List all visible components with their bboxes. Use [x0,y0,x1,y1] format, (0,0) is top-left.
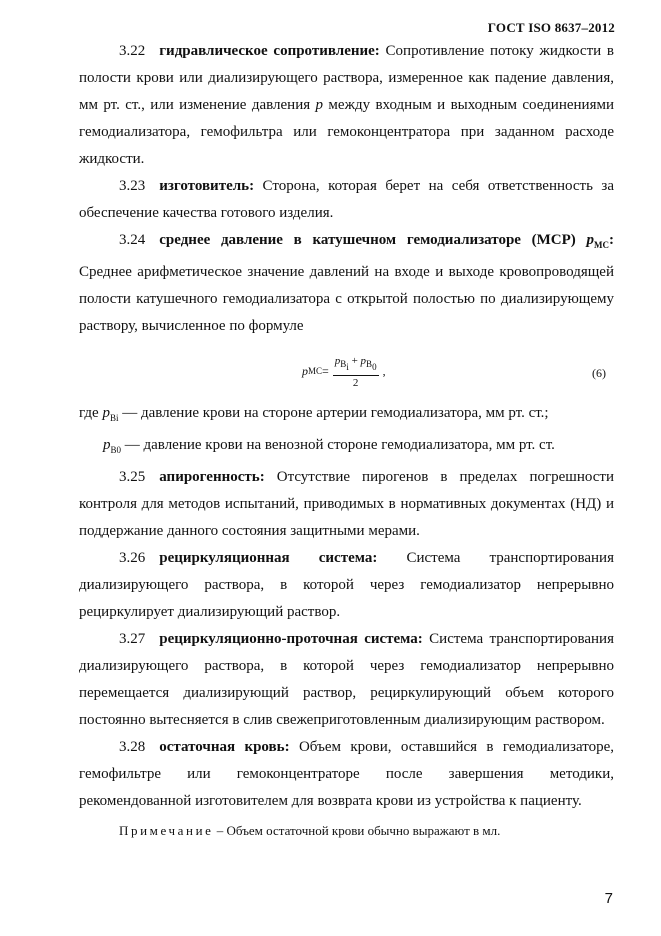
clause-number: 3.28 [119,739,146,755]
term-variable: p [586,232,594,248]
where-variable-sub: B0 [110,445,122,455]
where-variable: p [103,437,111,453]
formula-tail: , [382,364,386,379]
numerator-term-b-sub: B [366,359,373,370]
clause-number: 3.25 [119,469,146,485]
document-body [79,38,614,841]
definition-text: Сопротивление потоку жидкости в полости крови или диализирующего раствора, измеренное как падение давления, мм рт. ст., или изменение давления [79,43,614,113]
numerator-term-a-subsub: i [346,361,349,372]
numerator-term-b-subsub: 0 [372,361,377,372]
definition-3-27 [79,626,614,734]
definition-text: Объем крови, оставшийся в гемодиализаторе, гемофильтре или гемоконцентраторе после завершения методики, рекомендованной изготовителем для возврата крови из устройства к пациенту. [79,739,614,809]
definition-text: Система транспортирования диализирующего раствора, в которой через гемодиализатор непрерывно рециркулирует диализирующий раствор. [79,550,614,620]
note [79,821,614,841]
formula-expression [302,354,386,390]
where-line-1 [79,400,614,432]
numerator-term-b: p [360,355,367,367]
where-prefix: где [79,405,103,421]
clause-number: 3.26 [119,550,146,566]
term: остаточная кровь: [159,739,290,755]
formula-equals: = [322,364,329,379]
definition-3-26 [79,545,614,626]
term-variable-sub: MC [594,240,609,250]
definition-text: Система транспортирования диализирующего раствора, в которой через гемодиализатор непрерывно перемещается диализирующий раствор, рециркулирующий объем которого постоянно вытесняется в слив свежеприготовленным диализирующим раствором. [79,631,614,728]
where-line-2 [79,432,614,464]
clause-number: 3.24 [119,232,146,248]
plus-sign: + [348,355,361,367]
page-number: 7 [604,890,613,907]
term: рециркуляционно-проточная система: [159,631,423,647]
clause-number: 3.23 [119,178,146,194]
formula-fraction [333,354,379,390]
definition-text: Среднее арифметическое значение давлений на входе и выходе кровопроводящей полости катушечного гемодиализатора с открытой полостью по диализирующему раствору, вычисленное по формуле [79,264,614,334]
document-header: ГОСТ ISO 8637–2012 [487,20,615,35]
where-variable: p [102,405,110,421]
fraction-denominator: 2 [352,376,359,389]
numerator-term-a-sub: B [340,359,347,370]
definition-text-cont: между входным и выходным соединениями гемодиализатора, гемофильтра или гемоконцентратора при заданном расходе жидкости. [79,97,614,167]
definition-3-25 [79,464,614,545]
clause-number: 3.27 [119,631,146,647]
term: изготовитель: [159,178,255,194]
formula-lhs: p [302,364,308,379]
definition-3-23 [79,173,614,227]
definition-3-22 [79,38,614,173]
numerator-term-a: p [334,355,341,367]
clause-number: 3.22 [119,43,146,59]
note-label: Примечание [119,823,214,838]
formula-number: (6) [592,366,606,380]
term: среднее давление в катушечном гемодиализаторе (MCP) [159,232,576,248]
fraction-numerator [333,354,379,376]
term: апирогенность: [159,469,265,485]
formula-lhs-sub: MC [308,366,323,377]
definition-3-28 [79,734,614,815]
term-end: : [609,232,614,248]
definition-3-24 [79,227,614,340]
where-text: — давление крови на стороне артерии гемодиализатора, мм рт. ст.; [118,405,549,421]
term: гидравлическое сопротивление: [159,43,380,59]
note-text: – Объем остаточной крови обычно выражают в мл. [213,823,501,838]
where-text: — давление крови на венозной стороне гемодиализатора, мм рт. ст. [121,437,555,453]
where-variable-sub: Bi [109,413,119,423]
term: рециркуляционная система: [159,550,378,566]
definition-text: Сторона, которая берет на себя ответственность за обеспечение качества готового изделия. [79,178,614,221]
formula-6 [79,350,614,396]
variable: p [315,97,324,113]
definition-text: Отсутствие пирогенов в пределах погрешности контроля для методов испытаний, приводимых в нормативных документах (НД) и поддержание данного состояния защитными мерами. [79,469,614,539]
